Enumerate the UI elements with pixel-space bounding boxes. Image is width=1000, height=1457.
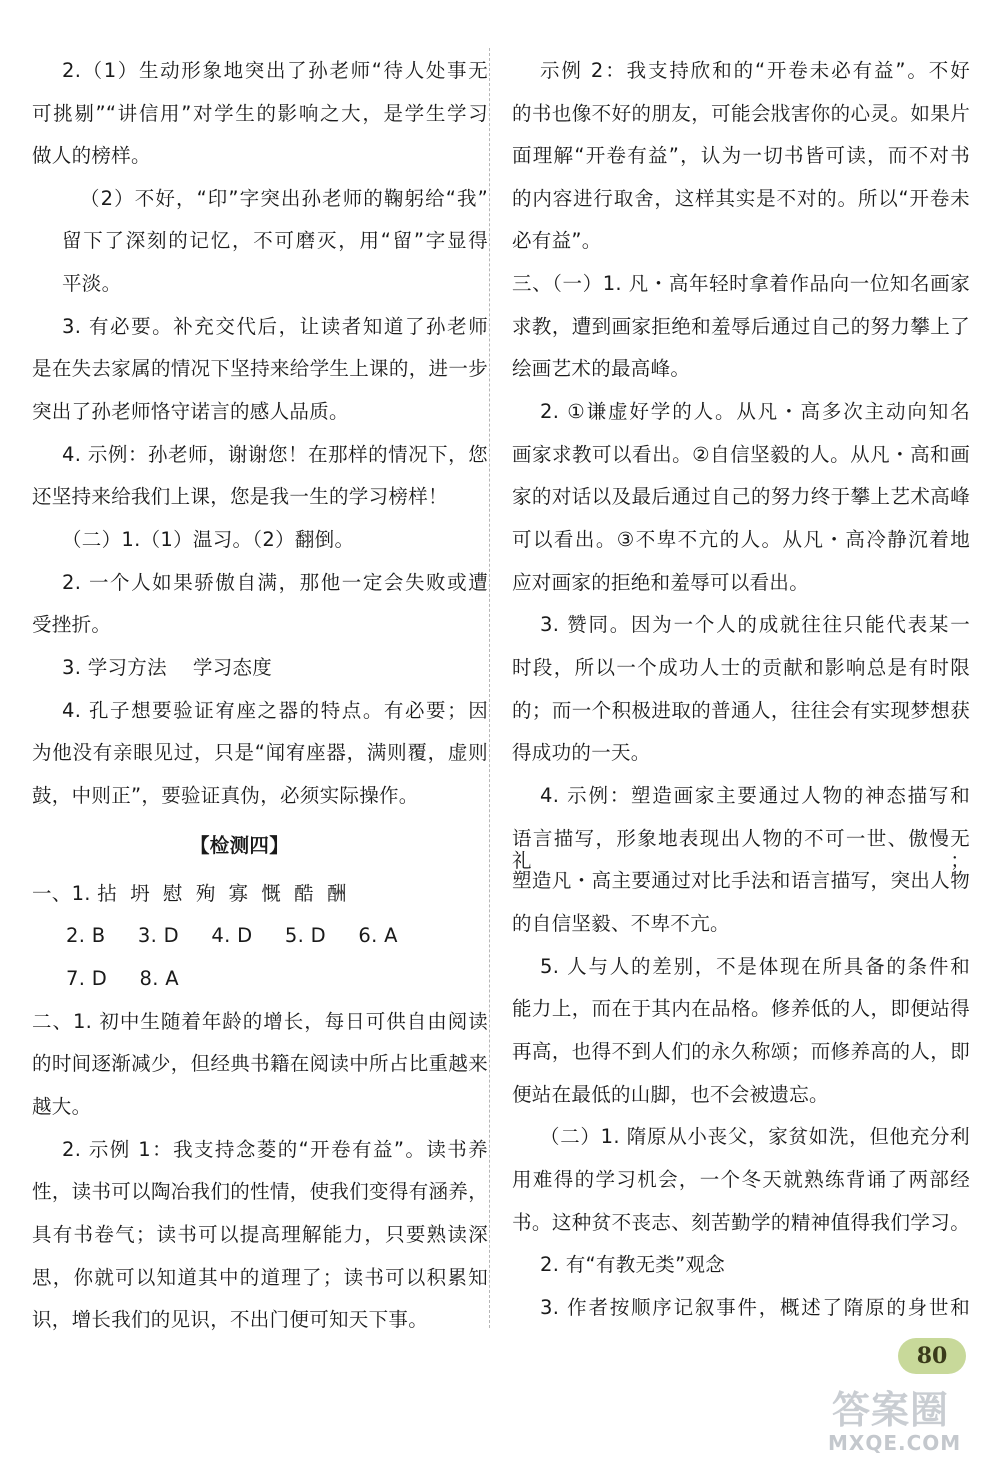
text-line: 思，你就可以知道其中的道理了；读书可以积累知 <box>32 1266 488 1289</box>
column-divider <box>489 48 490 1328</box>
text-line: 时段，所以一个成功人士的贡献和影响总是有时限 <box>512 656 970 679</box>
text-line: 语言描写，形象地表现出人物的不可一世、傲慢无礼； <box>512 827 970 872</box>
text-line: 画家求教可以看出。②自信坚毅的人。从凡・高和画 <box>512 443 970 466</box>
text-line: 求教，遭到画家拒绝和羞辱后通过自己的努力攀上了 <box>512 315 970 338</box>
text-line: 2. 示例 1：我支持念菱的“开卷有益”。读书养 <box>62 1138 488 1161</box>
text-line: 家的对话以及最后通过自己的努力终于攀上艺术高峰 <box>512 485 970 508</box>
text-line: 平淡。 <box>62 272 122 295</box>
text-line: 鼓，中则正”，要验证真伪，必须实际操作。 <box>32 784 419 807</box>
text-line: 一、1. 拈 坍 慰 殉 寡 慨 酷 酬 <box>32 882 347 905</box>
text-line: 是在失去家属的情况下坚持来给学生上课的，进一步 <box>32 357 488 380</box>
text-line: 3. 有必要。补充交代后，让读者知道了孙老师 <box>62 315 488 338</box>
text-line: 得成功的一天。 <box>512 741 651 764</box>
text-line: 识，增长我们的见识，不出门便可知天下事。 <box>32 1308 429 1331</box>
text-line: 7. D 8. A <box>66 967 179 990</box>
text-line: 5. 人与人的差别，不是体现在所具备的条件和 <box>540 955 970 978</box>
text-line: 2. 有“有教无类”观念 <box>540 1253 726 1276</box>
text-line: 性，读书可以陶冶我们的性情，使我们变得有涵养， <box>32 1180 488 1203</box>
text-line: 2. 一个人如果骄傲自满，那他一定会失败或遭 <box>62 571 488 594</box>
text-line: 便站在最低的山脚，也不会被遗忘。 <box>512 1083 829 1106</box>
text-line: 还坚持来给我们上课，您是我一生的学习榜样！ <box>32 485 448 508</box>
text-line: （二）1. 隋原从小丧父，家贫如洗，但他充分利 <box>540 1125 970 1148</box>
text-line: 的内容进行取舍，这样其实是不对的。所以“开卷未 <box>512 187 970 210</box>
text-line: （二）1.（1）温习。（2）翻倒。 <box>62 528 355 551</box>
text-line: 做人的榜样。 <box>32 144 151 167</box>
text-line: 的自信坚毅、不卑不亢。 <box>512 912 730 935</box>
text-line: 再高，也得不到人们的永久称颂；而修养高的人，即 <box>512 1040 970 1063</box>
text-line: 为他没有亲眼见过，只是“闻宥座器，满则覆，虚则 <box>32 741 488 764</box>
text-line: 绘画艺术的最高峰。 <box>512 357 691 380</box>
text-line: 的书也像不好的朋友，可能会戕害你的心灵。如果片 <box>512 102 970 125</box>
text-line: 的；而一个积极进取的普通人，往往会有实现梦想获 <box>512 699 970 722</box>
text-line: 可挑剔”“讲信用”对学生的影响之大，是学生学习 <box>32 102 488 125</box>
text-line: 留下了深刻的记忆，不可磨灭，用“留”字显得 <box>62 229 488 252</box>
text-line: 2. B 3. D 4. D 5. D 6. A <box>66 924 398 947</box>
page-number: 80 <box>898 1338 966 1374</box>
text-line: 书。这种贫不丧志、刻苦勤学的精神值得我们学习。 <box>512 1211 970 1234</box>
text-line: 越大。 <box>32 1095 92 1118</box>
text-line: 面理解“开卷有益”，认为一切书皆可读，而不对书 <box>512 144 970 167</box>
text-line: 2.（1）生动形象地突出了孙老师“待人处事无 <box>62 59 488 82</box>
text-line: 塑造凡・高主要通过对比手法和语言描写，突出人物 <box>512 869 970 892</box>
text-line: 用难得的学习机会，一个冬天就熟练背诵了两部经 <box>512 1168 970 1191</box>
text-line: 4. 示例：塑造画家主要通过人物的神态描写和 <box>540 784 970 807</box>
section-heading: 【检测四】 <box>190 834 290 857</box>
text-line: 3. 作者按顺序记叙事件，概述了隋原的身世和 <box>540 1296 970 1319</box>
text-line: 3. 赞同。因为一个人的成就往往只能代表某一 <box>540 613 970 636</box>
text-line: 突出了孙老师恪守诺言的感人品质。 <box>32 400 349 423</box>
text-line: 受挫折。 <box>32 613 112 636</box>
text-line: 可以看出。③不卑不亢的人。从凡・高冷静沉着地 <box>512 528 970 551</box>
text-line: 二、1. 初中生随着年龄的增长，每日可供自由阅读 <box>32 1010 488 1033</box>
text-line: 应对画家的拒绝和羞辱可以看出。 <box>512 571 810 594</box>
text-line: 4. 示例：孙老师，谢谢您！在那样的情况下，您 <box>62 443 488 466</box>
text-line: 具有书卷气；读书可以提高理解能力，只要熟读深 <box>32 1223 488 1246</box>
text-line: 4. 孔子想要验证宥座之器的特点。有必要；因 <box>62 699 488 722</box>
text-line: 必有益”。 <box>512 229 602 252</box>
text-line: 三、（一）1. 凡・高年轻时拿着作品向一位知名画家 <box>512 272 970 295</box>
text-line: 的时间逐渐减少，但经典书籍在阅读中所占比重越来 <box>32 1052 488 1075</box>
text-line: 能力上，而在于其内在品格。修养低的人，即便站得 <box>512 997 970 1020</box>
text-line: 2. ①谦虚好学的人。从凡・高多次主动向知名 <box>540 400 970 423</box>
text-line: 示例 2：我支持欣和的“开卷未必有益”。不好 <box>540 59 970 82</box>
text-line: 3. 学习方法 学习态度 <box>62 656 273 679</box>
watermark-url: MXQE.COM <box>828 1431 962 1455</box>
text-line: （2）不好，“印”字突出孙老师的鞠躬给“我” <box>80 187 488 210</box>
watermark-logo: 答案圈 <box>832 1388 950 1432</box>
